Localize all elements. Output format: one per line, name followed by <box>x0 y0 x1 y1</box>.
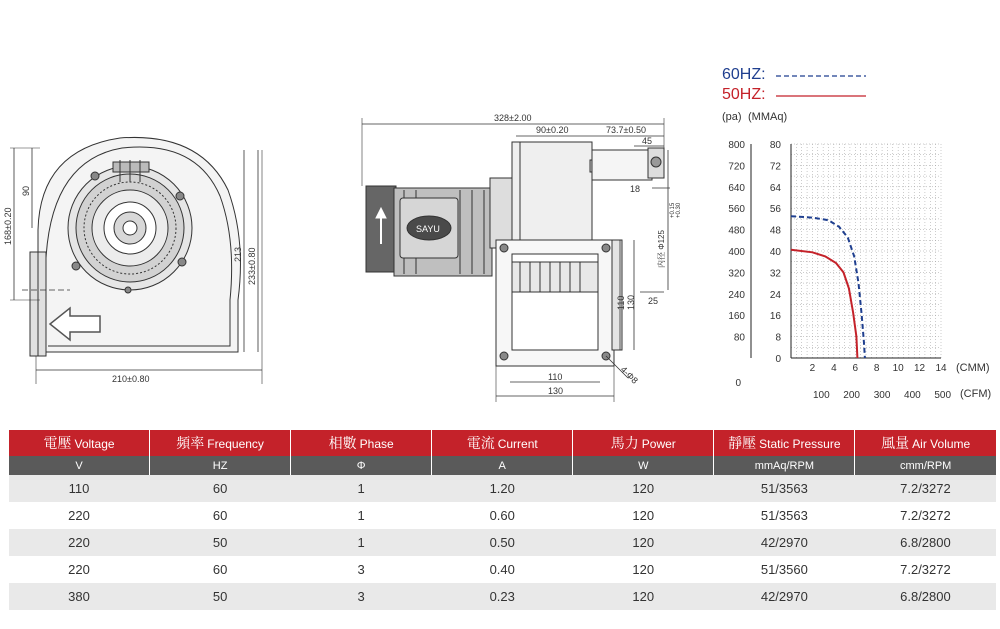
pa-tick-label: 80 <box>733 332 745 344</box>
side-dim-total-width: 328±2.00 <box>494 113 532 123</box>
cfm-tick-label: 200 <box>843 390 860 401</box>
table-cell: 120 <box>573 529 714 556</box>
table-header-row <box>9 430 997 456</box>
table-cell: 0.60 <box>432 502 573 529</box>
legend-50hz-label: 50HZ: <box>722 86 766 103</box>
side-dim-tol-upper: +0.15 <box>670 202 676 218</box>
table-cell: 60 <box>150 556 291 583</box>
mmaq-tick-label: 56 <box>769 204 781 216</box>
table-cell: 380 <box>9 583 150 610</box>
unit-cell: W <box>573 456 714 475</box>
spec-table <box>8 430 996 610</box>
table-cell: 120 <box>573 502 714 529</box>
side-dim-130-vertical: 130 <box>626 294 636 310</box>
header-voltage: 電壓 Voltage <box>9 430 150 456</box>
mmaq-tick-label: 72 <box>769 161 781 173</box>
table-row <box>9 556 997 583</box>
pa-tick-label: 640 <box>728 182 745 194</box>
table-row <box>9 583 997 610</box>
header-phase: 相數 Phase <box>291 430 432 456</box>
table-cell: 51/3563 <box>714 475 855 502</box>
mmaq-tick-label: 64 <box>769 182 781 194</box>
mmaq-tick-label: 48 <box>769 225 781 237</box>
cmm-tick-label: 10 <box>892 363 904 374</box>
mmaq-tick-label: 0 <box>775 354 781 365</box>
table-cell: 120 <box>573 556 714 583</box>
front-dim-upper: 90 <box>21 185 31 196</box>
side-dim-130-bottom: 130 <box>548 386 564 396</box>
cmm-tick-label: 4 <box>831 363 837 374</box>
table-cell: 1 <box>291 529 432 556</box>
table-cell: 42/2970 <box>714 583 855 610</box>
table-cell: 0.23 <box>432 583 573 610</box>
table-cell: 7.2/3272 <box>855 502 996 529</box>
mmaq-tick-label: 80 <box>769 140 781 151</box>
performance-chart <box>722 66 991 401</box>
side-dim-flange: 73.7±0.50 <box>606 125 646 135</box>
table-cell: 7.2/3272 <box>855 475 996 502</box>
table-cell: 3 <box>291 583 432 610</box>
table-units-row <box>9 456 997 475</box>
table-cell: 50 <box>150 583 291 610</box>
pa-tick-label: 800 <box>728 140 745 151</box>
side-dim-25: 25 <box>648 296 659 306</box>
cmm-tick-label: 14 <box>935 363 947 374</box>
pa-tick-label: 160 <box>728 311 745 323</box>
table-cell: 51/3563 <box>714 502 855 529</box>
front-dim-right-inner: 213 <box>233 246 243 262</box>
cmm-tick-label: 6 <box>852 363 859 374</box>
front-dim-right-outer: 233±0.80 <box>247 247 257 285</box>
table-cell: 1 <box>291 475 432 502</box>
series-line-50hz <box>791 250 857 358</box>
table-cell: 110 <box>9 475 150 502</box>
side-brand-label: SAYU <box>416 224 440 234</box>
mmaq-tick-label: 16 <box>769 311 781 323</box>
pa-tick-label: 560 <box>728 204 745 216</box>
table-cell: 220 <box>9 556 150 583</box>
unit-cell: HZ <box>150 456 291 475</box>
legend-60hz-label: 60HZ: <box>722 66 766 83</box>
header-air-volume: 風量 Air Volume <box>855 430 996 456</box>
cmm-tick-label: 12 <box>914 363 926 374</box>
header-current: 電流 Current <box>432 430 573 456</box>
unit-cmm: (CMM) <box>956 362 990 374</box>
unit-cfm: (CFM) <box>960 388 992 400</box>
side-dim-tol-lower: +0.30 <box>676 202 682 218</box>
unit-cell: mmAq/RPM <box>714 456 855 475</box>
table-row <box>9 475 997 502</box>
table-cell: 60 <box>150 502 291 529</box>
table-row <box>9 529 997 556</box>
table-cell: 3 <box>291 556 432 583</box>
cmm-tick-label: 8 <box>873 363 880 374</box>
pa-tick-label: 480 <box>728 225 745 237</box>
side-dim-110-vertical: 110 <box>616 295 626 310</box>
table-body <box>9 475 997 610</box>
cfm-tick-label: 100 <box>812 390 830 401</box>
front-dim-bottom: 210±0.80 <box>112 374 150 384</box>
side-view-drawing <box>362 118 670 402</box>
pa-tick-label: 240 <box>728 289 745 301</box>
front-dim-height-total: 168±0.20 <box>3 207 13 245</box>
table-cell: 50 <box>150 529 291 556</box>
mmaq-tick-label: 8 <box>775 332 781 344</box>
mmaq-tick-label: 32 <box>769 268 781 280</box>
pa-tick-label: 0 <box>735 378 741 389</box>
unit-cell: cmm/RPM <box>855 456 996 475</box>
table-cell: 0.40 <box>432 556 573 583</box>
table-cell: 6.8/2800 <box>855 583 996 610</box>
pa-tick-label: 720 <box>728 161 745 173</box>
cmm-tick-label: 2 <box>809 363 816 374</box>
table-cell: 6.8/2800 <box>855 529 996 556</box>
unit-pa: (pa) <box>722 111 742 123</box>
table-cell: 0.50 <box>432 529 573 556</box>
table-cell: 60 <box>150 475 291 502</box>
cfm-tick-label: 300 <box>873 390 891 401</box>
mmaq-tick-label: 24 <box>769 289 781 301</box>
side-dim-18: 18 <box>630 184 641 194</box>
unit-cell: A <box>432 456 573 475</box>
mmaq-tick-label: 40 <box>769 247 781 258</box>
table-cell: 220 <box>9 502 150 529</box>
table-row <box>9 502 997 529</box>
side-dim-middle: 90±0.20 <box>536 125 569 135</box>
cfm-tick-label: 400 <box>904 390 921 401</box>
table-cell: 120 <box>573 475 714 502</box>
unit-mmaq: (MMAq) <box>748 111 788 123</box>
side-dim-110-bottom: 110 <box>548 372 563 382</box>
front-view-drawing <box>10 137 262 384</box>
table-cell: 1 <box>291 502 432 529</box>
table-cell: 51/3560 <box>714 556 855 583</box>
pa-tick-label: 400 <box>728 247 745 258</box>
header-static-pressure: 靜壓 Static Pressure <box>714 430 855 456</box>
header-frequency: 頻率 Frequency <box>150 430 291 456</box>
chart-ticks <box>728 140 951 401</box>
side-dim-small: 45 <box>642 136 653 146</box>
table-cell: 42/2970 <box>714 529 855 556</box>
cfm-tick-label: 500 <box>934 390 952 401</box>
table-cell: 1.20 <box>432 475 573 502</box>
unit-cell: Φ <box>291 456 432 475</box>
side-dim-diameter: 内径 Φ125 <box>657 230 666 268</box>
header-power: 馬力 Power <box>573 430 714 456</box>
table-cell: 220 <box>9 529 150 556</box>
side-dim-hole: 4-Φ8 <box>618 364 640 386</box>
pa-tick-label: 320 <box>728 268 745 280</box>
unit-cell: V <box>9 456 150 475</box>
table-cell: 7.2/3272 <box>855 556 996 583</box>
table-cell: 120 <box>573 583 714 610</box>
